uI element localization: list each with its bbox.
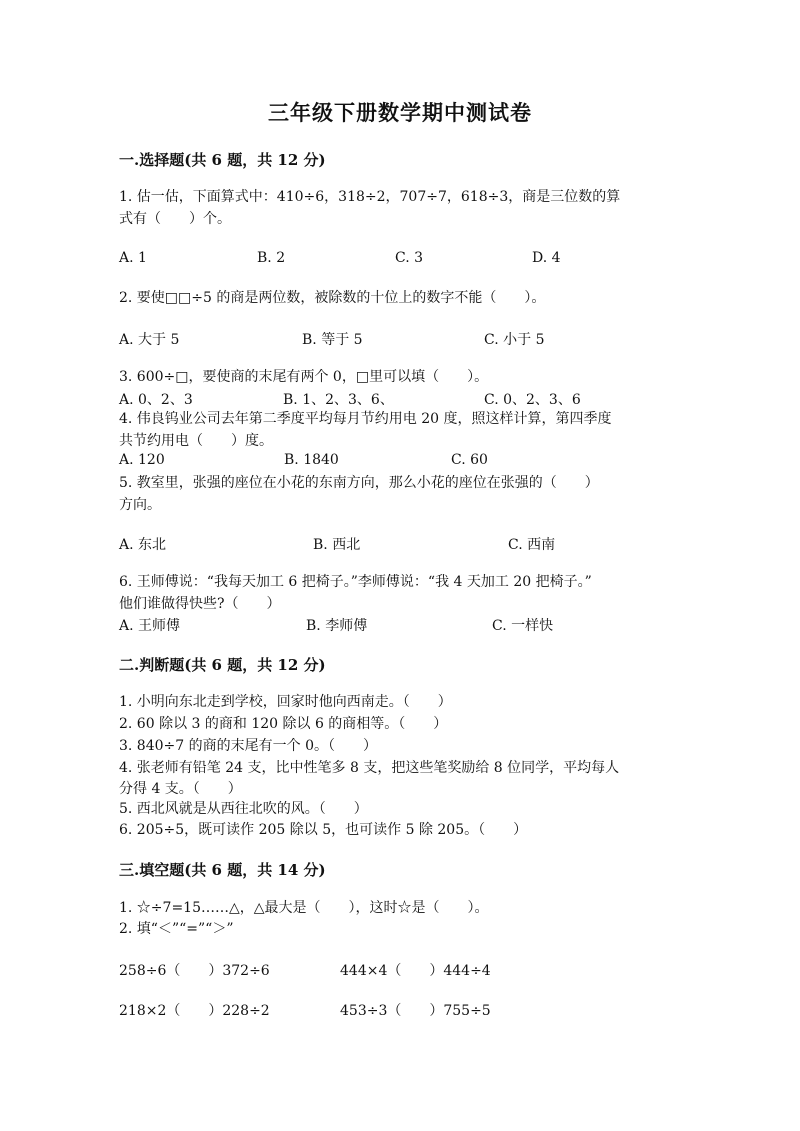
option-d: D. 4 bbox=[532, 250, 561, 266]
judgement-question-1: 1. 小明向东北走到学校，回家时他向西南走。（ ） bbox=[119, 694, 452, 710]
comparison-item: 444×4（ ）444÷4 bbox=[340, 963, 491, 979]
judgement-question-2: 2. 60 除以 3 的商和 120 除以 6 的商相等。（ ） bbox=[119, 716, 448, 732]
option-c: C. 一样快 bbox=[492, 618, 554, 634]
option-c: C. 0、2、3、6 bbox=[484, 392, 581, 408]
option-c: C. 60 bbox=[451, 452, 488, 468]
judgement-question-6: 6. 205÷5，既可读作 205 除以 5，也可读作 5 除 205。（ ） bbox=[119, 822, 528, 838]
question-1-line-1: 1. 估一估，下面算式中：410÷6，318÷2，707÷7，618÷3，商是三位数的算 bbox=[119, 189, 621, 205]
question-6-line-2: 他们谁做得快些?（ ） bbox=[119, 596, 281, 612]
judgement-question-3: 3. 840÷7 的商的末尾有一个 0。（ ） bbox=[119, 738, 377, 754]
option-b: B. 李师傅 bbox=[306, 618, 368, 634]
comparison-item: 258÷6（ ）372÷6 bbox=[119, 963, 270, 979]
option-a: A. 王师傅 bbox=[119, 618, 181, 634]
judgement-question-5: 5. 西北风就是从西往北吹的风。（ ） bbox=[119, 801, 368, 817]
option-b: B. 1840 bbox=[284, 452, 339, 468]
option-b: B. 2 bbox=[257, 250, 286, 266]
question-3: 3. 600÷□，要使商的末尾有两个 0，□里可以填（ ）。 bbox=[119, 369, 489, 385]
question-2: 2. 要使□□÷5 的商是两位数，被除数的十位上的数字不能（ ）。 bbox=[119, 290, 546, 306]
option-a: A. 东北 bbox=[119, 537, 167, 553]
option-b: B. 等于 5 bbox=[302, 332, 363, 348]
option-a: A. 0、2、3 bbox=[119, 392, 193, 408]
option-c: C. 3 bbox=[395, 250, 424, 266]
option-c: C. 西南 bbox=[508, 537, 556, 553]
question-4-line-1: 4. 伟良钨业公司去年第二季度平均每月节约用电 20 度，照这样计算，第四季度 bbox=[119, 411, 612, 427]
option-a: A. 1 bbox=[119, 250, 147, 266]
comparison-item: 453÷3（ ）755÷5 bbox=[340, 1003, 491, 1019]
judgement-question-4-line-1: 4. 张老师有铅笔 24 支，比中性笔多 8 支，把这些笔奖励给 8 位同学，平均每人 bbox=[119, 760, 620, 776]
section-heading-judgement: 二.判断题(共 6 题，共 12 分) bbox=[119, 656, 326, 674]
judgement-question-4-line-2: 分得 4 支。（ ） bbox=[119, 781, 242, 797]
question-6-line-1: 6. 王师傅说：“我每天加工 6 把椅子。”李师傅说：“我 4 天加工 20 把椅子。” bbox=[119, 574, 592, 590]
page-title: 三年级下册数学期中测试卷 bbox=[268, 100, 532, 125]
fill-question-2: 2. 填“＜”“=”“＞” bbox=[119, 921, 234, 937]
option-a: A. 120 bbox=[119, 452, 165, 468]
option-b: B. 1、2、3、6、 bbox=[283, 392, 394, 408]
question-1-line-2: 式有（ ）个。 bbox=[119, 211, 231, 227]
option-a: A. 大于 5 bbox=[119, 332, 180, 348]
option-c: C. 小于 5 bbox=[484, 332, 545, 348]
question-5-line-1: 5. 教室里，张强的座位在小花的东南方向，那么小花的座位在张强的（ ） bbox=[119, 475, 599, 491]
question-5-line-2: 方向。 bbox=[119, 497, 161, 513]
question-4-line-2: 共节约用电（ ）度。 bbox=[119, 433, 273, 449]
section-heading-choice: 一.选择题(共 6 题，共 12 分) bbox=[119, 151, 326, 169]
option-b: B. 西北 bbox=[313, 537, 361, 553]
comparison-item: 218×2（ ）228÷2 bbox=[119, 1003, 270, 1019]
section-heading-fill-in: 三.填空题(共 6 题，共 14 分) bbox=[119, 861, 326, 879]
fill-question-1: 1. ☆÷7=15……△，△最大是（ ），这时☆是（ ）。 bbox=[119, 900, 489, 916]
